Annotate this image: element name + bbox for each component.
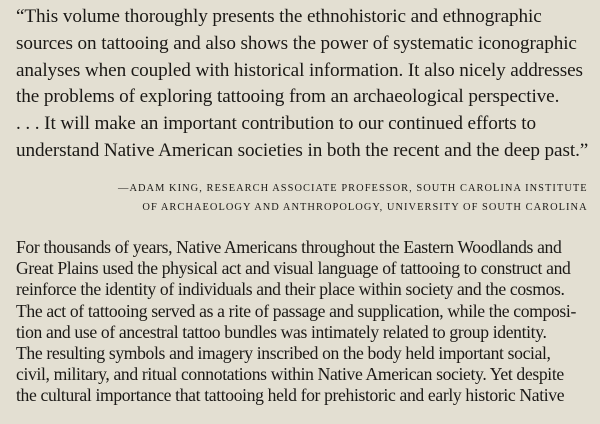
book-description [16,237,576,407]
quote-line: . . . It will make an important contribution to our continued efforts to [16,113,536,135]
endorsement-attribution [94,179,588,217]
description-line: The resulting symbols and imagery inscribed on the body held important social, [16,343,551,364]
description-line: civil, military, and ritual connotations within Native American society. Yet despite [16,364,564,385]
description-line: Great Plains used the physical act and visual language of tattooing to construct and [16,258,571,279]
description-line: the cultural importance that tattooing held for prehistoric and early historic Native [16,385,565,406]
quote-line: “This volume thoroughly presents the ethnohistoric and ethnographic [16,6,542,27]
quote-line: sources on tattooing and also shows the power of systematic iconographic [16,32,577,54]
quote-line: understand Native American societies in both the recent and the deep past.” [16,139,589,161]
description-line: The act of tattooing served as a rite of passage and supplication, while the composi- [16,300,576,321]
description-line: tion and use of ancestral tattoo bundles was intimately related to group identity. [16,321,547,342]
quote-line: the problems of exploring tattooing from an archaeological perspective. [16,86,560,108]
description-line: reinforce the identity of individuals and their place within society and the cosmos. [16,279,565,300]
attribution-line: OF ARCHAEOLOGY AND ANTHROPOLOGY, UNIVERSITY OF SOUTH CAROLINA [142,202,588,213]
description-line: For thousands of years, Native Americans throughout the Eastern Woodlands and [16,237,562,257]
quote-line: analyses when coupled with historical information. It also nicely addresses [16,59,583,81]
attribution-line: —ADAM KING, RESEARCH ASSOCIATE PROFESSOR, SOUTH CAROLINA INSTITUTE [118,183,588,194]
endorsement-quote [16,4,588,165]
